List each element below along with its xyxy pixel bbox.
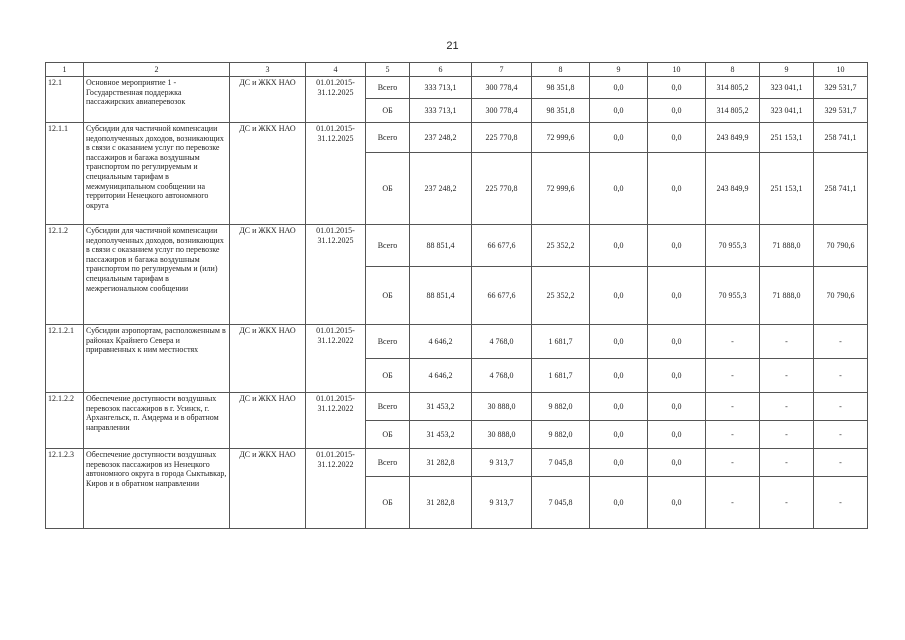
funding-source: Всего [366,77,410,99]
row-period: 01.01.2015-31.12.2025 [306,77,366,123]
funding-source: ОБ [366,477,410,529]
table-row [46,225,868,267]
value-cell: 225 770,8 [472,153,532,225]
value-cell: 9 313,7 [472,449,532,477]
value-cell: 4 646,2 [410,325,472,359]
value-cell: - [706,421,760,449]
row-executor: ДС и ЖКХ НАО [230,449,306,529]
value-cell: 243 849,9 [706,123,760,153]
column-header: 5 [366,63,410,77]
value-cell: 258 741,1 [814,123,868,153]
funding-source: Всего [366,449,410,477]
value-cell: - [814,421,868,449]
row-executor: ДС и ЖКХ НАО [230,123,306,225]
column-header: 4 [306,63,366,77]
value-cell: - [760,421,814,449]
funding-source: Всего [366,225,410,267]
value-cell: 4 768,0 [472,359,532,393]
row-period: 01.01.2015-31.12.2022 [306,393,366,449]
value-cell: 70 790,6 [814,225,868,267]
value-cell: 70 955,3 [706,225,760,267]
column-header: 2 [84,63,230,77]
value-cell: 88 851,4 [410,225,472,267]
value-cell: 237 248,2 [410,153,472,225]
row-number: 12.1.2.1 [46,325,84,393]
value-cell: 72 999,6 [532,123,590,153]
row-executor: ДС и ЖКХ НАО [230,325,306,393]
value-cell: 0,0 [590,449,648,477]
value-cell: - [814,359,868,393]
value-cell: - [814,449,868,477]
value-cell: - [706,359,760,393]
budget-table [45,62,868,529]
row-number: 12.1 [46,77,84,123]
value-cell: - [814,393,868,421]
value-cell: 333 713,1 [410,77,472,99]
value-cell: 71 888,0 [760,267,814,325]
value-cell: 31 282,8 [410,449,472,477]
value-cell: 0,0 [648,359,706,393]
row-name: Субсидии аэропортам, расположенным в районах Крайнего Севера и приравненных к ним местностях [84,325,230,393]
value-cell: 0,0 [590,77,648,99]
row-executor: ДС и ЖКХ НАО [230,393,306,449]
value-cell: 71 888,0 [760,225,814,267]
column-header: 1 [46,63,84,77]
value-cell: - [760,393,814,421]
value-cell: 0,0 [590,99,648,123]
value-cell: 0,0 [648,153,706,225]
value-cell: - [760,325,814,359]
value-cell: 70 790,6 [814,267,868,325]
funding-source: ОБ [366,359,410,393]
value-cell: 0,0 [648,99,706,123]
value-cell: 1 681,7 [532,359,590,393]
row-period: 01.01.2015-31.12.2022 [306,449,366,529]
value-cell: 333 713,1 [410,99,472,123]
value-cell: 31 453,2 [410,421,472,449]
funding-source: ОБ [366,421,410,449]
row-period: 01.01.2015-31.12.2025 [306,123,366,225]
column-header: 6 [410,63,472,77]
value-cell: 0,0 [648,267,706,325]
value-cell: 258 741,1 [814,153,868,225]
value-cell: 314 805,2 [706,99,760,123]
row-executor: ДС и ЖКХ НАО [230,225,306,325]
header-row [46,63,868,77]
row-period: 01.01.2015-31.12.2025 [306,225,366,325]
value-cell: 243 849,9 [706,153,760,225]
value-cell: - [706,393,760,421]
value-cell: 0,0 [648,477,706,529]
column-header: 3 [230,63,306,77]
funding-source: ОБ [366,267,410,325]
value-cell: 30 888,0 [472,393,532,421]
value-cell: 31 453,2 [410,393,472,421]
value-cell: 31 282,8 [410,477,472,529]
value-cell: 4 768,0 [472,325,532,359]
row-name: Субсидии для частичной компенсации недополученных доходов, возникающих в связи с оказанием услуг по перевозке пассажиров и багажа воздушным транспортом по регулируемым и специальным тарифам в межмуниципальном сообщении на территории Ненецкого автономного округа [84,123,230,225]
funding-source: ОБ [366,153,410,225]
column-header: 9 [760,63,814,77]
value-cell: - [706,325,760,359]
table-row [46,123,868,153]
value-cell: - [814,325,868,359]
row-executor: ДС и ЖКХ НАО [230,77,306,123]
value-cell: 98 351,8 [532,99,590,123]
value-cell: 300 778,4 [472,99,532,123]
row-name: Обеспечение доступности воздушных перевозок пассажиров в г. Усинск, г. Архангельск, п. Амдерма и в обратном направлении [84,393,230,449]
column-header: 10 [814,63,868,77]
value-cell: 70 955,3 [706,267,760,325]
value-cell: 1 681,7 [532,325,590,359]
column-header: 8 [532,63,590,77]
row-name: Основное мероприятие 1 - Государственная поддержка пассажирских авиаперевозок [84,77,230,123]
row-period: 01.01.2015-31.12.2022 [306,325,366,393]
funding-source: Всего [366,123,410,153]
value-cell: 0,0 [590,393,648,421]
value-cell: 225 770,8 [472,123,532,153]
value-cell: 329 531,7 [814,99,868,123]
value-cell: 0,0 [648,123,706,153]
value-cell: - [814,477,868,529]
value-cell: 0,0 [590,153,648,225]
value-cell: 0,0 [648,421,706,449]
value-cell: 314 805,2 [706,77,760,99]
value-cell: 0,0 [648,77,706,99]
value-cell: 66 677,6 [472,225,532,267]
value-cell: 323 041,1 [760,99,814,123]
value-cell: 7 045,8 [532,449,590,477]
column-header: 7 [472,63,532,77]
value-cell: 0,0 [590,225,648,267]
value-cell: 88 851,4 [410,267,472,325]
value-cell: 0,0 [648,449,706,477]
funding-source: ОБ [366,99,410,123]
funding-source: Всего [366,393,410,421]
value-cell: 0,0 [590,359,648,393]
value-cell: 7 045,8 [532,477,590,529]
value-cell: 0,0 [590,123,648,153]
value-cell: - [706,449,760,477]
table-row [46,393,868,421]
column-header: 9 [590,63,648,77]
value-cell: 0,0 [590,477,648,529]
value-cell: 25 352,2 [532,225,590,267]
value-cell: 9 882,0 [532,421,590,449]
value-cell: 251 153,1 [760,153,814,225]
value-cell: 323 041,1 [760,77,814,99]
column-header: 8 [706,63,760,77]
table-row [46,77,868,99]
value-cell: 9 313,7 [472,477,532,529]
value-cell: 30 888,0 [472,421,532,449]
value-cell: 0,0 [590,421,648,449]
value-cell: 9 882,0 [532,393,590,421]
funding-source: Всего [366,325,410,359]
value-cell: - [706,477,760,529]
value-cell: 251 153,1 [760,123,814,153]
value-cell: 0,0 [648,225,706,267]
page-number: 21 [446,40,459,52]
value-cell: 0,0 [590,267,648,325]
value-cell: 0,0 [590,325,648,359]
value-cell: 72 999,6 [532,153,590,225]
table-row [46,449,868,477]
value-cell: 98 351,8 [532,77,590,99]
value-cell: 329 531,7 [814,77,868,99]
row-number: 12.1.2 [46,225,84,325]
row-number: 12.1.1 [46,123,84,225]
value-cell: 4 646,2 [410,359,472,393]
value-cell: 25 352,2 [532,267,590,325]
value-cell: 0,0 [648,393,706,421]
value-cell: 66 677,6 [472,267,532,325]
row-number: 12.1.2.2 [46,393,84,449]
column-header: 10 [648,63,706,77]
value-cell: - [760,477,814,529]
value-cell: 300 778,4 [472,77,532,99]
value-cell: 0,0 [648,325,706,359]
table-row [46,325,868,359]
value-cell: 237 248,2 [410,123,472,153]
value-cell: - [760,359,814,393]
row-name: Субсидии для частичной компенсации недополученных доходов, возникающих в связи с оказанием услуг по перевозке пассажиров и багажа воздушным транспортом по регулируемым и (или) специальным тарифам в межрегиональном сообщении [84,225,230,325]
row-number: 12.1.2.3 [46,449,84,529]
row-name: Обеспечение доступности воздушных перевозок пассажиров из Ненецкого автономного округа в города Сыктывкар, Киров и в обратном направлении [84,449,230,529]
value-cell: - [760,449,814,477]
